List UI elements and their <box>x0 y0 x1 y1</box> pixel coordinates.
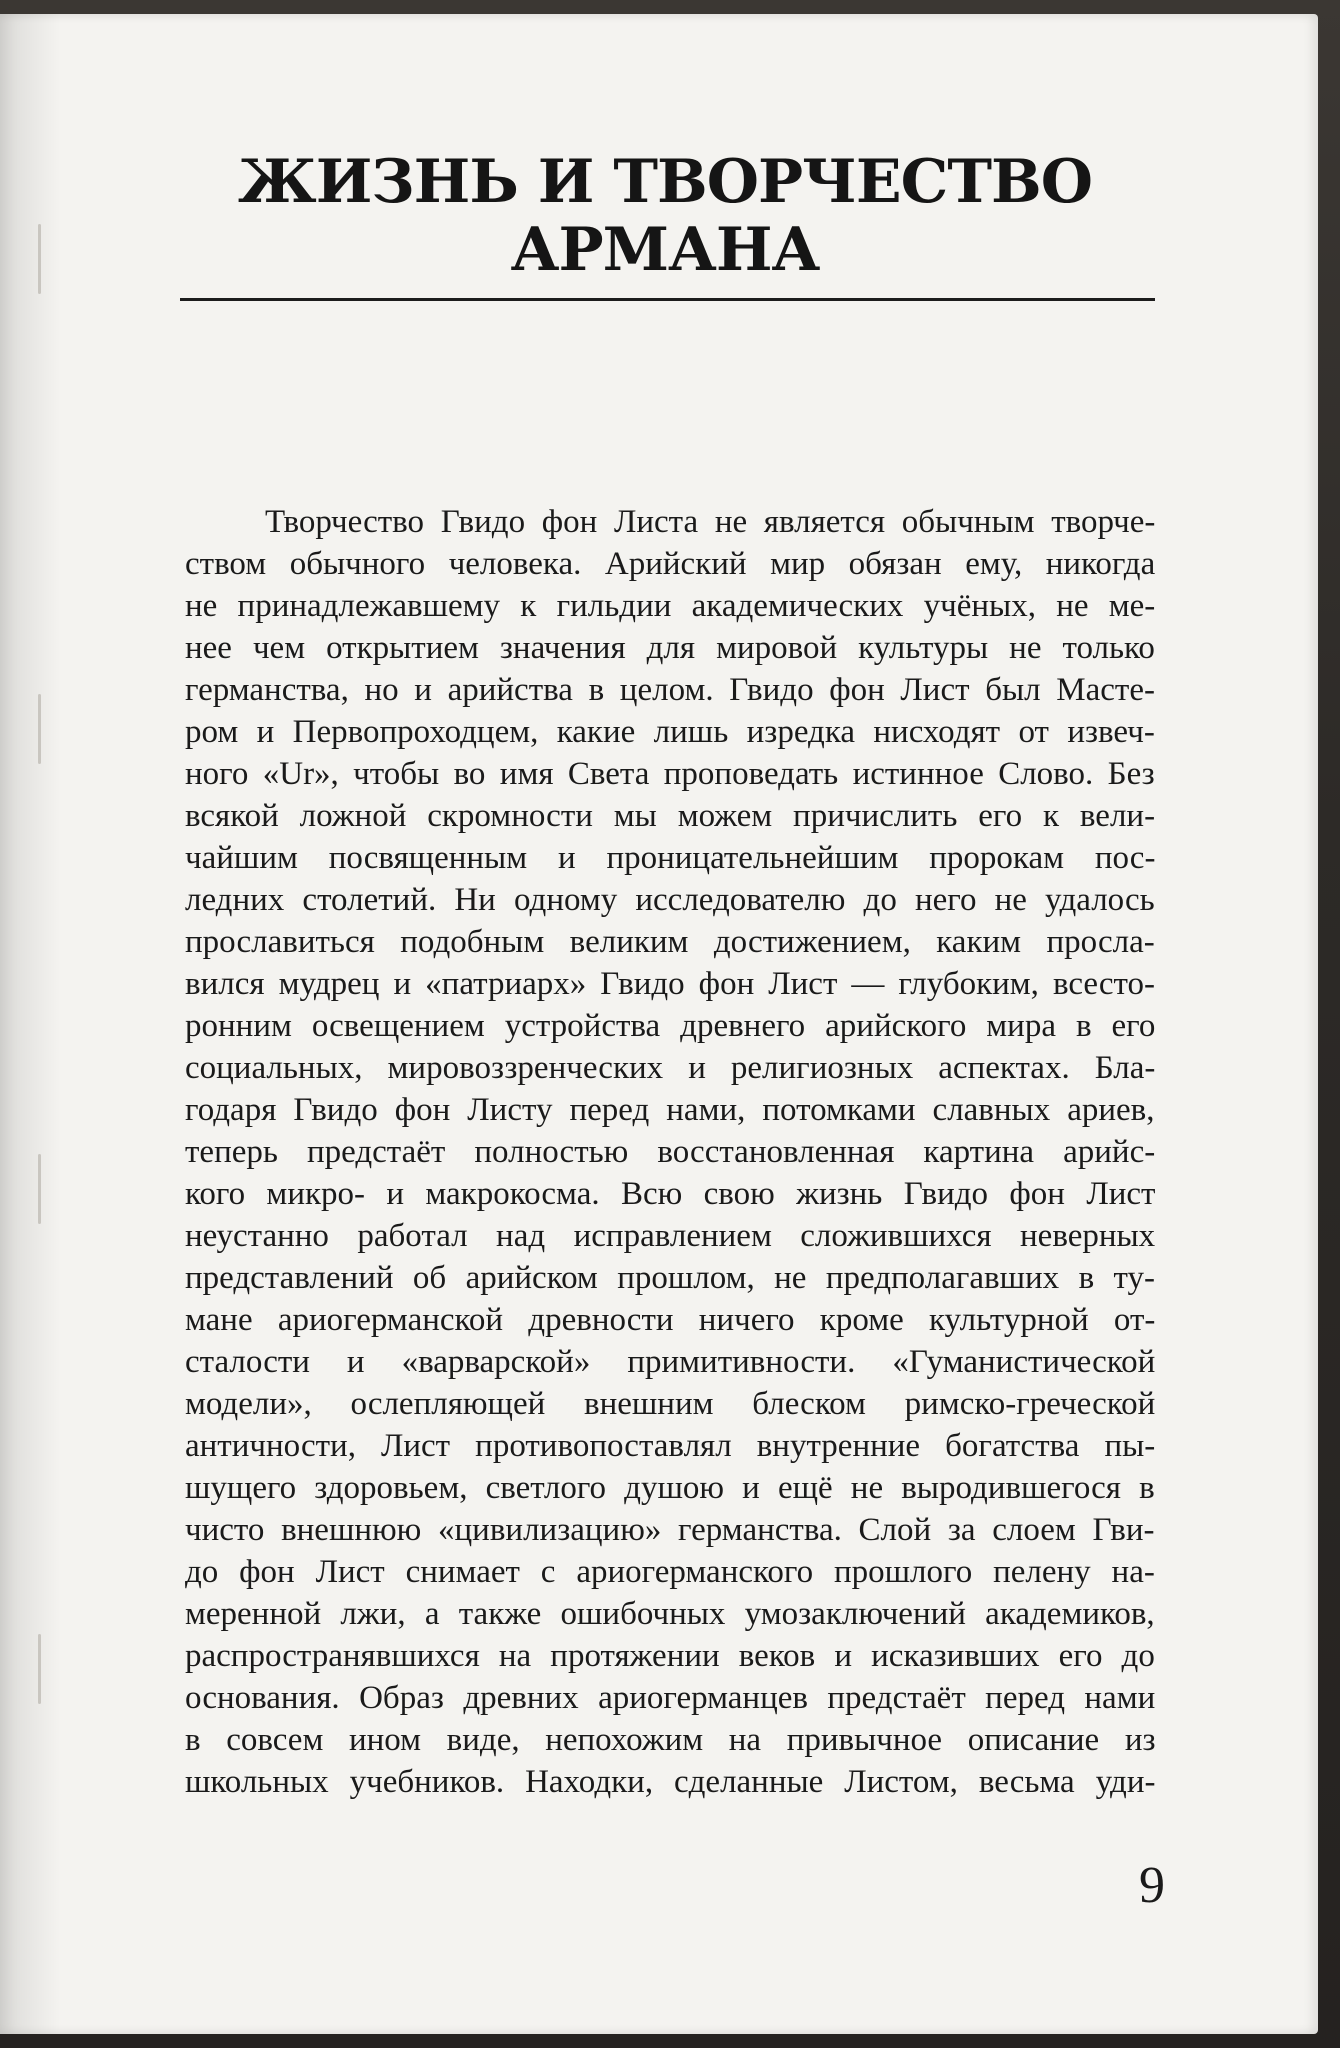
title-underline <box>180 298 1155 301</box>
text-line: ного «Ur», чтобы во имя Света проповедать истинное Слово. Без <box>185 756 1155 792</box>
text-line: теперь предстаёт полностью восстановленная картина арийс- <box>185 1134 1156 1170</box>
text-line: чайшим посвященным и проницательнейшим пророкам пос- <box>185 840 1156 876</box>
text-line: прославиться подобным великим достижением, каким просла- <box>185 924 1155 960</box>
binding-shadow <box>0 14 60 2034</box>
chapter-title <box>180 148 1150 284</box>
text-line: в совсем ином виде, непохожим на привычное описание из <box>185 1722 1156 1758</box>
text-line: сталости и «варварской» примитивности. «Гуманистической <box>185 1344 1156 1380</box>
text-line: ством обычного человека. Арийский мир обязан ему, никогда <box>185 546 1156 582</box>
chapter-title-line-1: ЖИЗНЬ И ТВОРЧЕСТВО <box>238 147 1092 217</box>
text-line: ледних столетий. Ни одному исследователю до него не удалось <box>185 882 1155 918</box>
body-paragraph <box>185 501 1155 1803</box>
text-line: кого микро- и макрокосма. Всю свою жизнь Гвидо фон Лист <box>185 1176 1156 1212</box>
text-line: неустанно работал над исправлением сложившихся неверных <box>185 1218 1156 1254</box>
text-line: всякой ложной скромности мы можем причислить его к вели- <box>185 798 1156 834</box>
text-line: социальных, мировоззренческих и религиозных аспектах. Бла- <box>185 1050 1156 1086</box>
text-line: не принадлежавшему к гильдии академических учёных, не ме- <box>185 588 1156 624</box>
text-line: модели», ослепляющей внешним блеском римско-греческой <box>185 1386 1156 1422</box>
text-line: до фон Лист снимает с ариогерманского прошлого пелену на- <box>185 1554 1155 1590</box>
binding-stitch <box>38 224 41 294</box>
binding-stitch <box>38 1154 41 1224</box>
text-line: шущего здоровьем, светлого душою и ещё не выродившегося в <box>185 1470 1155 1506</box>
text-line: германства, но и арийства в целом. Гвидо фон Лист был Масте- <box>185 672 1155 708</box>
text-line: чисто внешнюю «цивилизацию» германства. Слой за слоем Гви- <box>185 1512 1155 1548</box>
text-line: меренной лжи, а также ошибочных умозаключений академиков, <box>185 1596 1155 1632</box>
text-line: представлений об арийском прошлом, не предполагавших в ту- <box>185 1260 1156 1296</box>
binding-stitch <box>38 1634 41 1704</box>
text-line: ронним освещением устройства древнего арийского мира в его <box>185 1008 1156 1044</box>
text-line: античности, Лист противопоставлял внутренние богатства пы- <box>185 1428 1156 1464</box>
binding-stitch <box>38 694 41 764</box>
text-line: распространявшихся на протяжении веков и исказивших его до <box>185 1638 1155 1674</box>
text-line: нее чем открытием значения для мировой культуры не только <box>185 630 1155 666</box>
text-line: Творчество Гвидо фон Листа не является обычным творче- <box>265 504 1156 540</box>
text-line: мане ариогерманской древности ничего кроме культурной от- <box>185 1302 1156 1338</box>
page-number: 9 <box>1139 1857 1165 1914</box>
text-line: ром и Первопроходцем, какие лишь изредка нисходят от извеч- <box>185 714 1155 750</box>
text-line: вился мудрец и «патриарх» Гвидо фон Лист — глубоким, всесто- <box>185 966 1155 1002</box>
text-line: школьных учебников. Находки, сделанные Листом, весьма уди- <box>185 1764 1156 1800</box>
chapter-title-line-2: АРМАНА <box>510 215 820 285</box>
text-line: основания. Образ древних ариогерманцев предстаёт перед нами <box>185 1680 1156 1716</box>
text-line: годаря Гвидо фон Листу перед нами, потомками славных ариев, <box>185 1092 1155 1128</box>
